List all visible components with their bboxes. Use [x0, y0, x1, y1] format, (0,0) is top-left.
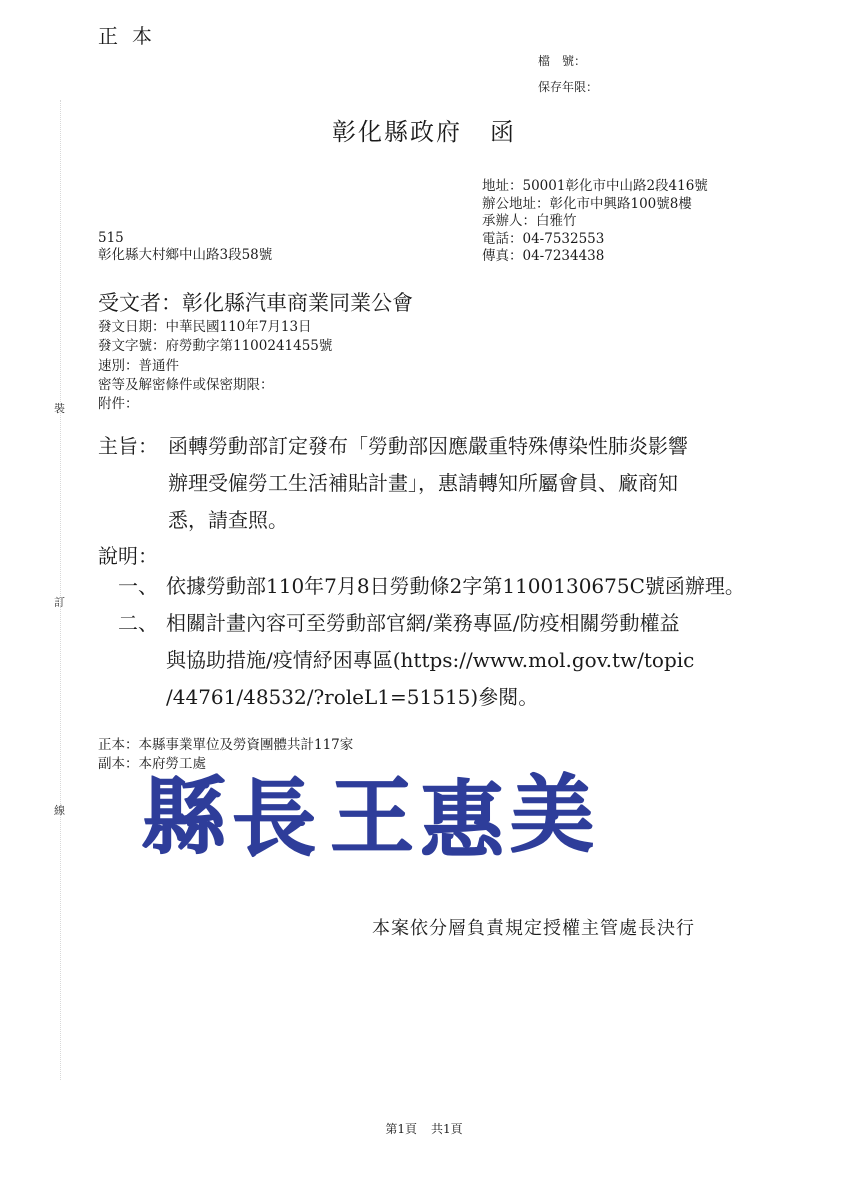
- subject-section: [98, 428, 688, 539]
- signature-char: 美: [510, 765, 595, 864]
- attachment: 附件：: [98, 396, 139, 413]
- signature-char: 縣: [142, 767, 227, 866]
- subject-line: 悉，請查照。: [168, 508, 288, 532]
- binding-mark: 裝: [54, 402, 65, 415]
- page-number: 第1頁: [385, 1122, 417, 1136]
- subject-label: 主旨：: [98, 434, 158, 458]
- agency-phone: 電話：04-7532553: [482, 230, 605, 247]
- delegation-statement: 本案依分層負責規定授權主管處長決行: [372, 918, 695, 939]
- item-line: /44761/48532/?roleL1=51515)參閱。: [166, 685, 539, 709]
- agency-address: 地址：50001彰化市中山路2段416號: [482, 178, 708, 194]
- signature-char: 惠: [420, 771, 505, 868]
- copy-recipients: 副本：本府勞工處: [98, 756, 206, 772]
- recipient: 受文者：彰化縣汽車商業同業公會: [98, 291, 413, 315]
- agency-handler: 承辦人：白雅竹: [482, 213, 577, 229]
- document-fields: [98, 318, 332, 414]
- classification: 密等及解密條件或保密期限：: [98, 376, 274, 393]
- document-number: 發文字號：府勞動字第1100241455號: [98, 338, 333, 355]
- binding-guide-line: [60, 100, 61, 1080]
- page-footer: [0, 1120, 848, 1137]
- item-line: 相關計畫內容可至勞動部官網/業務專區/防疫相關勞動權益: [166, 611, 680, 635]
- signature-char: 長: [232, 769, 317, 868]
- original-copy-mark: 正本: [98, 24, 166, 48]
- delivery-speed: 速別：普通件: [98, 357, 179, 374]
- item-number: 一、: [118, 574, 158, 598]
- file-number-label: 檔 號：: [538, 54, 587, 68]
- agency-fax: 傳真：04-7234438: [482, 248, 605, 264]
- issue-date: 發文日期：中華民國110年7月13日: [98, 319, 312, 335]
- original-recipients: 正本：本縣事業單位及勞資團體共計117家: [98, 737, 354, 753]
- binding-mark: 訂: [54, 596, 65, 609]
- item-line: 與協助措施/疫情紓困專區(https://www.mol.gov.tw/topic: [166, 648, 695, 672]
- retention-period-label: 保存年限：: [538, 80, 599, 94]
- subject-line: 辦理受僱勞工生活補貼計畫」，惠請轉知所屬會員、廠商知: [168, 471, 678, 495]
- explanation-items: [118, 568, 745, 716]
- binding-mark: 線: [54, 804, 65, 817]
- subject-line: 函轉勞動部訂定發布「勞動部因應嚴重特殊傳染性肺炎影響: [168, 434, 688, 458]
- document-title: [0, 112, 848, 147]
- document-type: 函: [490, 118, 516, 146]
- recipient-postcode: 515: [98, 230, 124, 246]
- page-total: 共1頁: [431, 1122, 463, 1136]
- item-line: 依據勞動部110年7月8日勞動條2字第1100130675C號函辦理。: [166, 574, 745, 598]
- issuing-organization: 彰化縣政府: [332, 118, 462, 146]
- agency-office-address: 辦公地址：彰化市中興路100號8樓: [482, 195, 692, 212]
- recipient-address-block: [98, 230, 272, 264]
- signature-char: 王: [330, 767, 415, 866]
- item-number: 二、: [118, 611, 158, 635]
- magistrate-signature-stamp: [140, 762, 600, 868]
- explanation-label: 說明：: [98, 544, 158, 568]
- agency-contact-block: [482, 178, 708, 266]
- recipient-address: 彰化縣大村鄉中山路3段58號: [98, 247, 273, 263]
